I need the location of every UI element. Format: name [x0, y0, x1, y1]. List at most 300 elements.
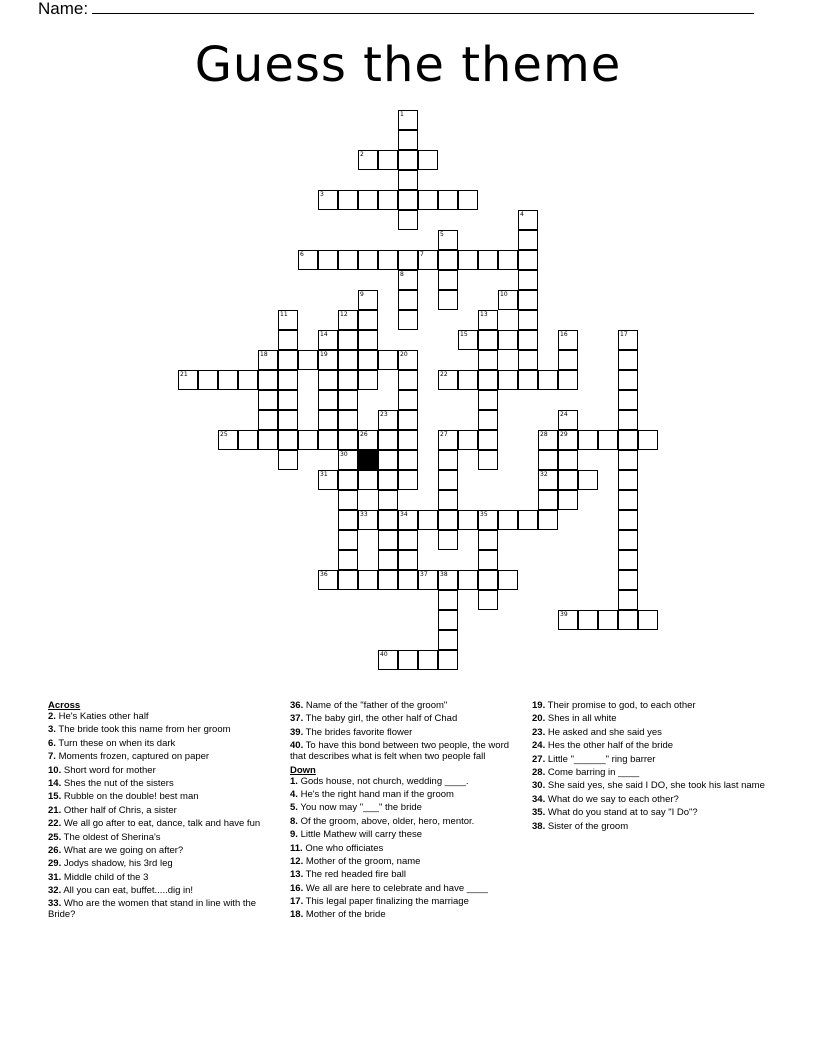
- crossword-cell[interactable]: [518, 290, 538, 310]
- clue-item: [290, 700, 524, 711]
- clue-item: [290, 909, 524, 920]
- crossword-cell[interactable]: [338, 330, 358, 350]
- crossword-cell[interactable]: [518, 370, 538, 390]
- clue-text: He asked and she said yes: [545, 726, 662, 738]
- crossword-cell[interactable]: [398, 150, 418, 170]
- crossword-cell[interactable]: [558, 490, 578, 510]
- crossword-cell[interactable]: [398, 370, 418, 390]
- crossword-cell[interactable]: [498, 250, 518, 270]
- clue-number: 37: [420, 571, 428, 578]
- clue-number: 33: [360, 511, 368, 518]
- clue-number-label: 22.: [48, 818, 62, 830]
- clue-number: 17: [620, 331, 628, 338]
- crossword-cell[interactable]: [398, 570, 418, 590]
- clue-number-label: 19.: [532, 700, 546, 711]
- crossword-cell[interactable]: [498, 570, 518, 590]
- clue-item: [290, 740, 524, 762]
- clue-number: 25: [220, 431, 228, 438]
- crossword-cell[interactable]: [618, 450, 638, 470]
- crossword-cell[interactable]: [278, 390, 298, 410]
- crossword-cell[interactable]: [518, 230, 538, 250]
- crossword-cell[interactable]: [278, 410, 298, 430]
- clue-text: The red headed fire ball: [303, 869, 407, 881]
- clue-number-label: 35.: [532, 807, 546, 819]
- clue-number: 34: [400, 511, 408, 518]
- across-heading: Across: [48, 700, 81, 711]
- clue-number: 40: [380, 651, 388, 658]
- crossword-cell[interactable]: [238, 430, 258, 450]
- page-title: Guess the theme: [194, 37, 622, 93]
- crossword-cell[interactable]: [398, 210, 418, 230]
- crossword-cell[interactable]: [418, 150, 438, 170]
- clue-text: The baby girl, the other half of Chad: [303, 713, 458, 725]
- clue-text: The oldest of Sherina's: [61, 831, 161, 843]
- clue-number: 31: [320, 471, 328, 478]
- clue-item: [532, 780, 768, 791]
- clue-text: The brides favorite flower: [303, 726, 413, 738]
- clue-item: [532, 740, 768, 751]
- crossword-cell[interactable]: [498, 510, 518, 530]
- crossword-cell[interactable]: [398, 530, 418, 550]
- crossword-cell[interactable]: [438, 250, 458, 270]
- crossword-cell[interactable]: [598, 430, 618, 450]
- crossword-cell[interactable]: [518, 350, 538, 370]
- crossword-cell[interactable]: [378, 490, 398, 510]
- clue-item: [290, 843, 524, 854]
- crossword-cell[interactable]: [318, 410, 338, 430]
- clue-number: 29: [560, 431, 568, 438]
- crossword-cell[interactable]: [618, 490, 638, 510]
- clue-item: [290, 776, 524, 787]
- crossword-cell[interactable]: [378, 510, 398, 530]
- clue-item: [290, 816, 524, 827]
- crossword-cell[interactable]: [338, 530, 358, 550]
- clue-number: 6: [300, 251, 304, 258]
- clue-number-label: 30.: [532, 780, 546, 792]
- crossword-cell[interactable]: [478, 550, 498, 570]
- crossword-cell[interactable]: [638, 430, 658, 450]
- clue-item: [532, 767, 768, 778]
- clue-number: 39: [560, 611, 568, 618]
- clue-text: Their promise to god, to each other: [545, 700, 696, 711]
- clue-item: [290, 856, 524, 867]
- crossword-cell[interactable]: [318, 390, 338, 410]
- crossword-cell[interactable]: [558, 350, 578, 370]
- crossword-cell[interactable]: [398, 290, 418, 310]
- crossword-cell[interactable]: [618, 390, 638, 410]
- clues-column-1: [48, 700, 270, 923]
- clue-item: [48, 818, 270, 829]
- crossword-cell[interactable]: [478, 350, 498, 370]
- clue-item: [290, 883, 524, 894]
- crossword-cell[interactable]: [338, 430, 358, 450]
- crossword-cell[interactable]: [618, 590, 638, 610]
- clue-number-label: 15.: [48, 791, 62, 803]
- clue-text: Come barring in ____: [545, 766, 640, 778]
- crossword-cell[interactable]: [538, 510, 558, 530]
- crossword-cell[interactable]: [458, 510, 478, 530]
- crossword-cell[interactable]: [438, 630, 458, 650]
- clue-text: He's the right hand man if the groom: [297, 788, 454, 800]
- crossword-cell[interactable]: [438, 470, 458, 490]
- crossword-cell[interactable]: [478, 430, 498, 450]
- clue-number: 23: [380, 411, 388, 418]
- clue-number: 36: [320, 571, 328, 578]
- clue-item: [532, 727, 768, 738]
- crossword-cell[interactable]: [458, 570, 478, 590]
- clue-item: [48, 805, 270, 816]
- clue-number: 11: [280, 311, 288, 318]
- crossword-cell[interactable]: [558, 470, 578, 490]
- crossword-cell[interactable]: [538, 450, 558, 470]
- clue-number: 14: [320, 331, 328, 338]
- clue-item: [532, 700, 768, 711]
- crossword-cell[interactable]: [458, 370, 478, 390]
- crossword-cell[interactable]: [438, 510, 458, 530]
- crossword-cell[interactable]: [258, 410, 278, 430]
- clues-column-2: [290, 700, 524, 923]
- clue-item: [48, 711, 270, 722]
- clue-text: This legal paper finalizing the marriage: [303, 896, 469, 908]
- crossword-cell[interactable]: [378, 570, 398, 590]
- crossword-cell[interactable]: [358, 350, 378, 370]
- crossword-cell[interactable]: [258, 430, 278, 450]
- clue-number: 20: [400, 351, 408, 358]
- clue-number: 9: [360, 291, 364, 298]
- clue-text: The bride took this name from her groom: [55, 724, 231, 736]
- crossword-cell[interactable]: [398, 170, 418, 190]
- clue-item: [290, 789, 524, 800]
- clue-item: [48, 885, 270, 896]
- crossword-cell[interactable]: [438, 490, 458, 510]
- crossword-cell[interactable]: [438, 190, 458, 210]
- crossword-cell[interactable]: [478, 410, 498, 430]
- crossword-cell[interactable]: [338, 550, 358, 570]
- clue-number-label: 28.: [532, 766, 546, 778]
- crossword-cell[interactable]: [358, 370, 378, 390]
- crossword-cell[interactable]: [518, 310, 538, 330]
- clue-number-label: 38.: [532, 820, 546, 832]
- crossword-cell[interactable]: [398, 310, 418, 330]
- clue-item: [48, 738, 270, 749]
- clue-number-label: 34.: [532, 793, 546, 805]
- clue-item: [532, 794, 768, 805]
- crossword-cell[interactable]: [378, 530, 398, 550]
- crossword-cell[interactable]: [478, 570, 498, 590]
- clue-text: Gods house, not church, wedding ____.: [297, 775, 469, 787]
- crossword-cell[interactable]: [438, 610, 458, 630]
- crossword-cell[interactable]: [618, 530, 638, 550]
- crossword-cell[interactable]: [478, 530, 498, 550]
- crossword-cell[interactable]: [278, 330, 298, 350]
- crossword-cell[interactable]: [398, 650, 418, 670]
- crossword-cell[interactable]: [378, 470, 398, 490]
- crossword-cell[interactable]: [338, 470, 358, 490]
- clue-item: [48, 791, 270, 802]
- crossword-cell[interactable]: [338, 350, 358, 370]
- clue-text: Little "______" ring barrer: [545, 753, 656, 765]
- crossword-cell[interactable]: [338, 390, 358, 410]
- crossword-cell[interactable]: [258, 390, 278, 410]
- crossword-cell[interactable]: [378, 150, 398, 170]
- crossword-cell[interactable]: [358, 250, 378, 270]
- clue-text: Shes the nut of the sisters: [61, 777, 174, 789]
- clue-item: [48, 765, 270, 776]
- clue-text: One who officiates: [302, 842, 384, 854]
- clue-number-label: 18.: [290, 909, 304, 921]
- clue-number: 5: [440, 231, 444, 238]
- crossword-cell[interactable]: [438, 450, 458, 470]
- clue-text: Mother of the groom, name: [303, 855, 421, 867]
- crossword-cell[interactable]: [278, 370, 298, 390]
- crossword-cell[interactable]: [618, 510, 638, 530]
- crossword-cell[interactable]: [458, 430, 478, 450]
- crossword-cell[interactable]: [618, 370, 638, 390]
- crossword-cell[interactable]: [418, 190, 438, 210]
- crossword-cell[interactable]: [458, 250, 478, 270]
- clue-text: What are we going on after?: [61, 844, 184, 856]
- crossword-cell[interactable]: [478, 390, 498, 410]
- crossword-cell[interactable]: [398, 190, 418, 210]
- clue-number: 21: [180, 371, 188, 378]
- crossword-cell[interactable]: [498, 330, 518, 350]
- clue-item: [290, 802, 524, 813]
- crossword-cell[interactable]: [278, 430, 298, 450]
- clue-text: To have this bond between two people, the word that describes what is felt when two people fall: [290, 740, 510, 763]
- clue-number-label: 4.: [290, 788, 298, 800]
- clue-text: Short word for mother: [61, 764, 156, 776]
- clue-number: 38: [440, 571, 448, 578]
- crossword-cell[interactable]: [338, 570, 358, 590]
- clue-number: 28: [540, 431, 548, 438]
- crossword-cell[interactable]: [438, 270, 458, 290]
- clue-number-label: 27.: [532, 753, 546, 765]
- crossword-cell[interactable]: [558, 450, 578, 470]
- clue-number-label: 14.: [48, 777, 62, 789]
- crossword-cell[interactable]: [458, 190, 478, 210]
- crossword-cell[interactable]: [378, 430, 398, 450]
- crossword-cell[interactable]: [618, 430, 638, 450]
- clue-item: [532, 754, 768, 765]
- crossword-cell[interactable]: [218, 370, 238, 390]
- crossword-cell[interactable]: [378, 450, 398, 470]
- clues-column-3: [532, 700, 768, 834]
- crossword-cell[interactable]: [378, 550, 398, 570]
- crossword-cell[interactable]: [538, 370, 558, 390]
- crossword-cell[interactable]: [618, 350, 638, 370]
- crossword-cell[interactable]: [398, 550, 418, 570]
- crossword-cell[interactable]: [338, 370, 358, 390]
- clue-item: [48, 778, 270, 789]
- clue-number-label: 24.: [532, 740, 546, 752]
- clue-number: 22: [440, 371, 448, 378]
- crossword-cell[interactable]: [578, 430, 598, 450]
- crossword-cell[interactable]: [278, 450, 298, 470]
- clue-number-label: 21.: [48, 804, 62, 816]
- crossword-cell[interactable]: [518, 250, 538, 270]
- crossword-cell[interactable]: [618, 570, 638, 590]
- crossword-cell[interactable]: [318, 370, 338, 390]
- crossword-cell[interactable]: [278, 350, 298, 370]
- crossword-cell[interactable]: [438, 290, 458, 310]
- crossword-cell[interactable]: [298, 430, 318, 450]
- crossword-cell[interactable]: [518, 330, 538, 350]
- crossword-cell[interactable]: [298, 350, 318, 370]
- crossword-cell[interactable]: [518, 270, 538, 290]
- crossword-cell[interactable]: [478, 590, 498, 610]
- crossword-cell[interactable]: [238, 370, 258, 390]
- clue-number-label: 29.: [48, 858, 62, 870]
- name-label: Name:: [38, 0, 89, 18]
- clue-text: Middle child of the 3: [61, 871, 149, 883]
- clue-number-label: 6.: [48, 737, 56, 749]
- crossword-cell[interactable]: [538, 490, 558, 510]
- crossword-cell[interactable]: [498, 370, 518, 390]
- crossword-cell[interactable]: [358, 470, 378, 490]
- crossword-cell[interactable]: [418, 510, 438, 530]
- clue-item: [48, 751, 270, 762]
- crossword-cell[interactable]: [558, 370, 578, 390]
- clue-text: What do we say to each other?: [545, 793, 679, 805]
- crossword-cell[interactable]: [378, 190, 398, 210]
- crossword-cell[interactable]: [518, 510, 538, 530]
- crossword-cell[interactable]: [378, 250, 398, 270]
- clue-number-label: 40.: [290, 740, 304, 752]
- crossword-cell[interactable]: [438, 590, 458, 610]
- clue-item: [290, 713, 524, 724]
- clue-item: [48, 858, 270, 869]
- crossword-cell[interactable]: [258, 370, 278, 390]
- crossword-cell[interactable]: [358, 330, 378, 350]
- clue-item: [290, 896, 524, 907]
- clue-number-label: 33.: [48, 898, 62, 910]
- clue-item: [48, 898, 270, 920]
- clue-number-label: 11.: [290, 842, 303, 854]
- clue-text: Of the groom, above, older, hero, mentor.: [297, 815, 475, 827]
- clue-number: 3: [320, 191, 324, 198]
- clue-text: What do you stand at to say "I Do"?: [545, 807, 698, 819]
- crossword-block: [358, 450, 378, 470]
- crossword-cell[interactable]: [358, 570, 378, 590]
- crossword-cell[interactable]: [358, 190, 378, 210]
- crossword-cell[interactable]: [598, 610, 618, 630]
- clue-number: 12: [340, 311, 348, 318]
- clue-text: Rubble on the double! best man: [61, 791, 199, 803]
- clue-text: Who are the women that stand in line with the Bride?: [48, 898, 257, 921]
- crossword-cell[interactable]: [478, 330, 498, 350]
- crossword-cell[interactable]: [318, 250, 338, 270]
- clue-number-label: 25.: [48, 831, 62, 843]
- crossword-cell[interactable]: [478, 370, 498, 390]
- crossword-cell[interactable]: [618, 410, 638, 430]
- clue-number: 24: [560, 411, 568, 418]
- clue-number-label: 13.: [290, 869, 304, 881]
- crossword-cell[interactable]: [338, 250, 358, 270]
- crossword-cell[interactable]: [638, 610, 658, 630]
- clue-number-label: 1.: [290, 775, 298, 787]
- crossword-cell[interactable]: [398, 130, 418, 150]
- clue-number: 27: [440, 431, 448, 438]
- crossword-cell[interactable]: [338, 490, 358, 510]
- clue-number-label: 23.: [532, 726, 546, 738]
- clue-text: Moments frozen, captured on paper: [55, 751, 210, 763]
- crossword-cell[interactable]: [618, 470, 638, 490]
- crossword-cell[interactable]: [358, 310, 378, 330]
- crossword-cell[interactable]: [618, 610, 638, 630]
- clue-text: Name of the "father of the groom": [303, 700, 448, 711]
- crossword-cell[interactable]: [338, 410, 358, 430]
- clue-number-label: 5.: [290, 802, 298, 814]
- clue-number-label: 10.: [48, 764, 62, 776]
- clue-number-label: 3.: [48, 724, 56, 736]
- crossword-cell[interactable]: [378, 350, 398, 370]
- clue-number: 10: [500, 291, 508, 298]
- crossword-cell[interactable]: [338, 190, 358, 210]
- crossword-cell[interactable]: [398, 410, 418, 430]
- clue-number-label: 17.: [290, 896, 304, 908]
- clue-text: Turn these on when its dark: [55, 737, 176, 749]
- clue-text: Mother of the bride: [303, 909, 386, 921]
- crossword-cell[interactable]: [478, 250, 498, 270]
- clue-number-label: 36.: [290, 700, 304, 711]
- clue-text: Sister of the groom: [545, 820, 629, 832]
- crossword-cell[interactable]: [398, 430, 418, 450]
- clue-text: Hes the other half of the bride: [545, 740, 674, 752]
- crossword-cell[interactable]: [398, 250, 418, 270]
- clue-number-label: 20.: [532, 713, 546, 725]
- clue-number: 16: [560, 331, 568, 338]
- clue-number: 30: [340, 451, 348, 458]
- crossword-cell[interactable]: [578, 610, 598, 630]
- crossword-cell[interactable]: [398, 450, 418, 470]
- crossword-cell[interactable]: [318, 430, 338, 450]
- crossword-cell[interactable]: [578, 470, 598, 490]
- clue-number-label: 26.: [48, 844, 62, 856]
- clue-item: [532, 713, 768, 724]
- clue-number-label: 39.: [290, 726, 304, 738]
- clue-number: 15: [460, 331, 468, 338]
- clue-number: 1: [400, 111, 404, 118]
- crossword-cell[interactable]: [418, 650, 438, 670]
- clue-number: 19: [320, 351, 328, 358]
- clue-item: [48, 872, 270, 883]
- clue-number: 2: [360, 151, 364, 158]
- crossword-cell[interactable]: [478, 450, 498, 470]
- clue-item: [290, 829, 524, 840]
- crossword-cell[interactable]: [198, 370, 218, 390]
- crossword-cell[interactable]: [338, 510, 358, 530]
- clue-number-label: 31.: [48, 871, 62, 883]
- clue-text: We all are here to celebrate and have ____: [303, 882, 488, 894]
- crossword-cell[interactable]: [398, 470, 418, 490]
- clue-text: Jodys shadow, his 3rd leg: [61, 858, 173, 870]
- clue-number-label: 8.: [290, 815, 298, 827]
- crossword-cell[interactable]: [618, 550, 638, 570]
- clue-text: You now may "___" the bride: [297, 802, 422, 814]
- clue-item: [48, 724, 270, 735]
- clue-number: 26: [360, 431, 368, 438]
- clue-text: Shes in all white: [545, 713, 617, 725]
- clue-number-label: 9.: [290, 829, 298, 841]
- clue-number-label: 7.: [48, 751, 56, 763]
- clue-number: 35: [480, 511, 488, 518]
- clue-number-label: 12.: [290, 855, 304, 867]
- crossword-cell[interactable]: [438, 650, 458, 670]
- crossword-cell[interactable]: [398, 390, 418, 410]
- crossword-cell[interactable]: [438, 530, 458, 550]
- clue-item: [532, 807, 768, 818]
- clue-item: [48, 832, 270, 843]
